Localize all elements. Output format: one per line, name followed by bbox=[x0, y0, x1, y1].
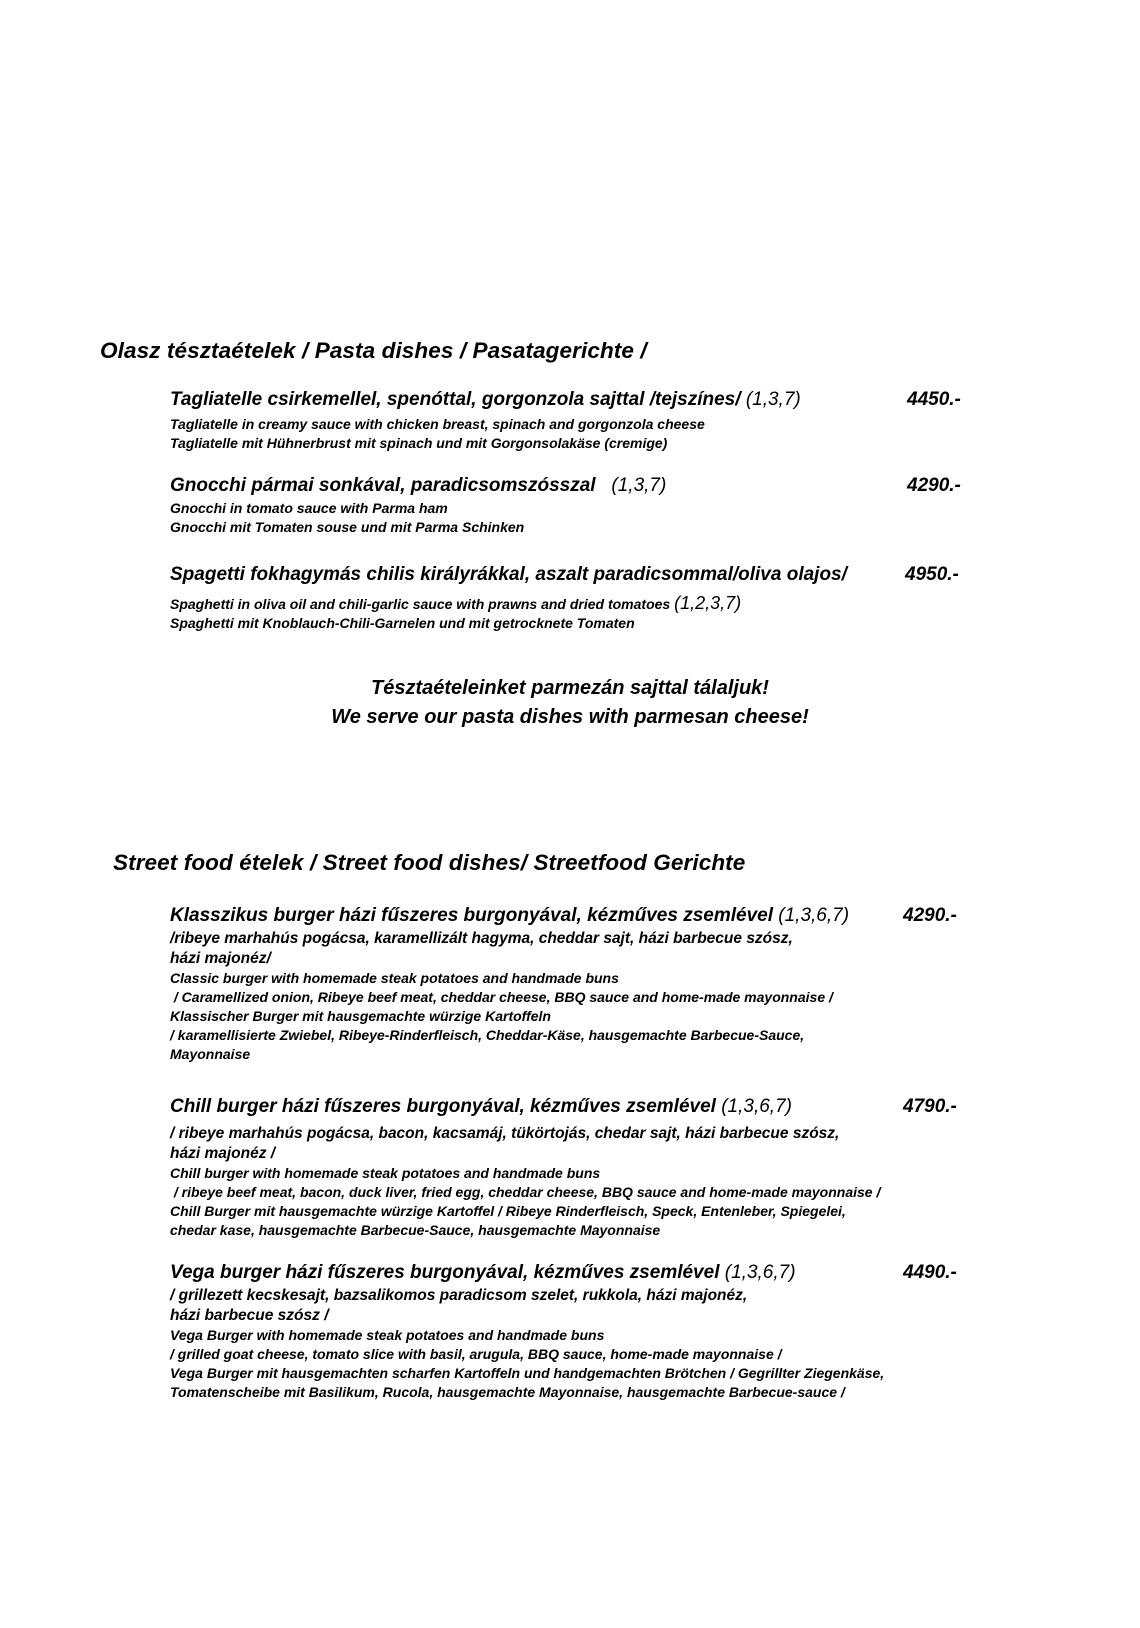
item-name-text: Chill burger házi fűszeres burgonyával, kézműves zsemlével bbox=[170, 1096, 716, 1117]
pasta-note bbox=[0, 674, 1140, 732]
item-price: 4450.- bbox=[907, 389, 961, 410]
section-title-street-food: Street food ételek / Street food dishes/ Streetfood Gerichte bbox=[113, 850, 746, 875]
menu-item bbox=[170, 389, 990, 453]
item-desc: / karamellisierte Zwiebel, Ribeye-Rinderfleisch, Cheddar-Käse, hausgemachte Barbecue-Sauce, bbox=[170, 1027, 805, 1043]
item-price: 4290.- bbox=[903, 905, 957, 926]
item-desc-en: Tagliatelle in creamy sauce with chicken breast, spinach and gorgonzola cheese bbox=[170, 416, 705, 432]
item-price: 4790.- bbox=[903, 1096, 957, 1117]
item-name bbox=[170, 389, 801, 411]
menu-item bbox=[170, 564, 990, 633]
menu-item bbox=[170, 1096, 990, 1240]
item-name-text: Klasszikus burger házi fűszeres burgonyával, kézműves zsemlével bbox=[170, 905, 773, 926]
item-desc-en bbox=[170, 594, 990, 614]
allergens: (1,2,3,7) bbox=[674, 593, 742, 613]
allergens: (1,3,7) bbox=[611, 475, 667, 496]
section-title-pasta: Olasz tésztaételek / Pasta dishes / Pasatagerichte / bbox=[100, 338, 647, 363]
menu-item bbox=[170, 475, 990, 537]
item-desc: Vega Burger with homemade steak potatoes and handmade buns bbox=[170, 1327, 605, 1343]
item-name bbox=[170, 905, 849, 927]
item-name-text: Vega burger házi fűszeres burgonyával, kézműves zsemlével bbox=[170, 1262, 720, 1283]
item-desc: Tomatenscheibe mit Basilikum, Rucola, hausgemachte Mayonnaise, hausgemachte Barbecue-sauce / bbox=[170, 1384, 845, 1400]
allergens: (1,3,6,7) bbox=[778, 905, 850, 926]
item-name bbox=[170, 1096, 792, 1118]
item-desc-en-text: Spaghetti in oliva oil and chili-garlic sauce with prawns and dried tomatoes bbox=[170, 596, 671, 612]
allergens: (1,3,6,7) bbox=[724, 1262, 796, 1283]
item-name-text: Gnocchi pármai sonkával, paradicsomszósszal bbox=[170, 475, 596, 496]
item-desc-hu: házi majonéz/ bbox=[170, 950, 271, 967]
item-desc: Klassischer Burger mit hausgemachte würzige Kartoffeln bbox=[170, 1008, 551, 1024]
item-desc-en: Gnocchi in tomato sauce with Parma ham bbox=[170, 500, 448, 516]
item-desc-hu: házi majonéz / bbox=[170, 1145, 276, 1162]
pasta-note-hu: Tésztaételeinket parmezán sajttal tálaljuk! bbox=[371, 677, 769, 699]
item-desc-de: Spaghetti mit Knoblauch-Chili-Garnelen und mit getrocknete Tomaten bbox=[170, 615, 635, 631]
item-name bbox=[170, 475, 666, 497]
item-desc-de: Gnocchi mit Tomaten souse und mit Parma Schinken bbox=[170, 519, 525, 535]
item-desc: Vega Burger mit hausgemachten scharfen Kartoffeln und handgemachten Brötchen / Gegrillter Ziegenkäse, bbox=[170, 1365, 885, 1381]
menu-item bbox=[170, 905, 990, 1064]
item-desc: Classic burger with homemade steak potatoes and handmade buns bbox=[170, 970, 619, 986]
item-name-text: Tagliatelle csirkemellel, spenóttal, gorgonzola sajttal /tejszínes/ bbox=[170, 389, 741, 410]
item-desc: chedar kase, hausgemachte Barbecue-Sauce, hausgemachte Mayonnaise bbox=[170, 1222, 661, 1238]
item-price: 4290.- bbox=[907, 475, 961, 496]
item-price: 4490.- bbox=[903, 1262, 957, 1283]
item-desc-hu: házi barbecue szósz / bbox=[170, 1307, 329, 1324]
item-desc: / grilled goat cheese, tomato slice with basil, arugula, BBQ sauce, home-made mayonnaise / bbox=[170, 1346, 782, 1362]
menu-item bbox=[170, 1262, 990, 1402]
allergens: (1,3,6,7) bbox=[721, 1096, 792, 1117]
item-desc-hu: /ribeye marhahús pogácsa, karamellizált hagyma, cheddar sajt, házi barbecue szósz, bbox=[170, 930, 793, 947]
item-name bbox=[170, 1262, 796, 1284]
item-desc-hu: / ribeye marhahús pogácsa, bacon, kacsamáj, tükörtojás, chedar sajt, házi barbecue szósz, bbox=[170, 1125, 840, 1142]
item-desc: / ribeye beef meat, bacon, duck liver, fried egg, cheddar cheese, BBQ sauce and home-made mayonnaise / bbox=[170, 1184, 881, 1200]
item-desc: / Caramellized onion, Ribeye beef meat, cheddar cheese, BBQ sauce and home-made mayonnaise / bbox=[170, 989, 833, 1005]
item-desc-hu: / grillezett kecskesajt, bazsalikomos paradicsom szelet, rukkola, házi majonéz, bbox=[170, 1287, 748, 1304]
item-desc: Chill Burger mit hausgemachte würzige Kartoffel / Ribeye Rinderfleisch, Speck, Entenleber, Spiegelei, bbox=[170, 1203, 846, 1219]
item-name: Spagetti fokhagymás chilis királyrákkal, aszalt paradicsommal/oliva olajos/ bbox=[170, 564, 847, 585]
pasta-note-en: We serve our pasta dishes with parmesan cheese! bbox=[331, 706, 809, 728]
allergens: (1,3,7) bbox=[745, 389, 801, 410]
item-desc: Chill burger with homemade steak potatoes and handmade buns bbox=[170, 1165, 601, 1181]
item-price: 4950.- bbox=[905, 564, 959, 585]
item-desc: Mayonnaise bbox=[170, 1046, 251, 1062]
item-desc-de: Tagliatelle mit Hühnerbrust mit spinach und mit Gorgonsolakäse (cremige) bbox=[170, 435, 668, 451]
